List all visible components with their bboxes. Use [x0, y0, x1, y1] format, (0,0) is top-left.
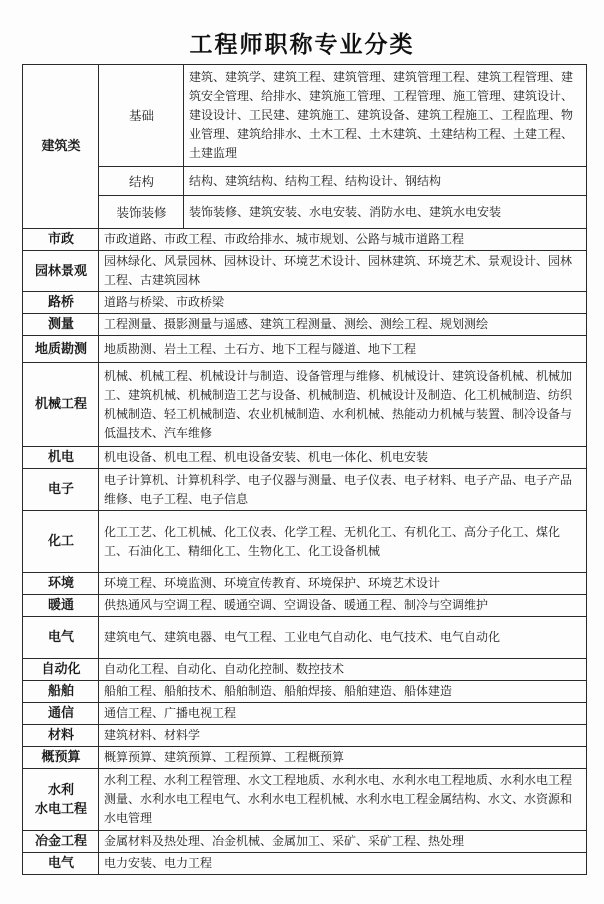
- table-row: [23, 725, 587, 747]
- table-row: [23, 469, 587, 511]
- specialty-list-cell: 电力安装、电力工程: [99, 853, 587, 875]
- table-row: [23, 659, 587, 681]
- category-cell: 材料: [23, 725, 99, 747]
- table-row: [23, 447, 587, 469]
- table-row: [23, 314, 587, 336]
- category-cell: 园林景观: [23, 251, 99, 292]
- specialty-list-cell: 自动化工程、自动化、自动化控制、数控技术: [99, 659, 587, 681]
- table-row: [23, 573, 587, 595]
- table-row: [23, 363, 587, 447]
- category-cell: 测量: [23, 314, 99, 336]
- specialty-list-cell: 工程测量、摄影测量与遥感、建筑工程测量、测绘、测绘工程、规划测绘: [99, 314, 587, 336]
- category-cell: 通信: [23, 703, 99, 725]
- specialty-list-cell: 建筑材料、材料学: [99, 725, 587, 747]
- category-cell: 电子: [23, 469, 99, 511]
- category-cell: 概预算: [23, 747, 99, 769]
- specialty-list-cell: 建筑电气、建筑电器、电气工程、工业电气自动化、电气技术、电气自动化: [99, 617, 587, 659]
- specialty-list-cell: 地质勘测、岩土工程、土石方、地下工程与隧道、地下工程: [99, 336, 587, 363]
- specialty-list-cell: 供热通风与空调工程、暖通空调、空调设备、暖通工程、制冷与空调维护: [99, 595, 587, 617]
- classification-table: [22, 64, 587, 875]
- table-row: [23, 769, 587, 831]
- page-title: 工程师职称专业分类: [189, 32, 415, 58]
- table-row: [23, 251, 587, 292]
- category-cell: 路桥: [23, 292, 99, 314]
- category-cell: 机械工程: [23, 363, 99, 447]
- specialty-list-cell: 船舶工程、船舶技术、船舶制造、船舶焊接、船舶建造、船体建造: [99, 681, 587, 703]
- table-row: [23, 617, 587, 659]
- category-cell: 化工: [23, 511, 99, 573]
- category-cell: 船舶: [23, 681, 99, 703]
- table-row: [23, 595, 587, 617]
- specialty-list-cell: 金属材料及热处理、冶金机械、金属加工、采矿、采矿工程、热处理: [99, 831, 587, 853]
- category-cell: 电气: [23, 617, 99, 659]
- category-cell: 电气: [23, 853, 99, 875]
- table-row: [23, 65, 587, 167]
- category-cell: 暖通: [23, 595, 99, 617]
- table-row: [23, 747, 587, 769]
- category-cell: [23, 769, 99, 831]
- subcategory-cell: 装饰装修: [99, 196, 184, 229]
- table-row: [23, 681, 587, 703]
- specialty-list-cell: 机电设备、机电工程、机电设备安装、机电一体化、机电安装: [99, 447, 587, 469]
- specialty-list-cell: 概算预算、建筑预算、工程预算、工程概预算: [99, 747, 587, 769]
- specialty-list-cell: 水利工程、水利工程管理、水文工程地质、水利水电、水利水电工程地质、水利水电工程测量、水利水电工程电气、水利水电工程机械、水利水电工程金属结构、水文、水资源和水电管理: [99, 769, 587, 831]
- category-line: 水利: [47, 782, 74, 798]
- subcategory-cell: 基础: [99, 65, 184, 167]
- table-row: [23, 196, 587, 229]
- category-line: 水电工程: [34, 801, 87, 817]
- table-row: [23, 292, 587, 314]
- table-row: [23, 167, 587, 196]
- table-row: [23, 336, 587, 363]
- subcategory-cell: 结构: [99, 167, 184, 196]
- table-row: [23, 511, 587, 573]
- specialty-list-cell: 道路与桥梁、市政桥梁: [99, 292, 587, 314]
- category-cell: 环境: [23, 573, 99, 595]
- category-cell: 自动化: [23, 659, 99, 681]
- specialty-list-cell: 机械、机械工程、机械设计与制造、设备管理与维修、机械设计、建筑设备机械、机械加工、建筑机械、机械制造工艺与设备、机械制造、机械设计及制造、化工机械制造、纺织机械制造、轻工机械制造、农业机械制造、水利机械、热能动力机械与装置、制冷设备与低温技术、汽车维修: [99, 363, 587, 447]
- specialty-list-cell: 市政道路、市政工程、市政给排水、城市规划、公路与城市道路工程: [99, 229, 587, 251]
- specialty-list-cell: 园林绿化、风景园林、园林设计、环境艺术设计、园林建筑、环境艺术、景观设计、园林工程、古建筑园林: [99, 251, 587, 292]
- specialty-list-cell: 结构、建筑结构、结构工程、结构设计、钢结构: [184, 167, 587, 196]
- specialty-list-cell: 装饰装修、建筑安装、水电安装、消防水电、建筑水电安装: [184, 196, 587, 229]
- table-row: [23, 703, 587, 725]
- category-cell: 市政: [23, 229, 99, 251]
- table-row: [23, 229, 587, 251]
- category-cell: 建筑类: [23, 65, 99, 229]
- category-cell: 冶金工程: [23, 831, 99, 853]
- category-cell: 地质勘测: [23, 336, 99, 363]
- table-row: [23, 853, 587, 875]
- specialty-list-cell: 电子计算机、计算机科学、电子仪器与测量、电子仪表、电子材料、电子产品、电子产品维修、电子工程、电子信息: [99, 469, 587, 511]
- specialty-list-cell: 化工工艺、化工机械、化工仪表、化学工程、无机化工、有机化工、高分子化工、煤化工、石油化工、精细化工、生物化工、化工设备机械: [99, 511, 587, 573]
- specialty-list-cell: 通信工程、广播电视工程: [99, 703, 587, 725]
- table-row: [23, 831, 587, 853]
- specialty-list-cell: 建筑、建筑学、建筑工程、建筑管理、建筑管理工程、建筑工程管理、建筑安全管理、给排水、建筑施工管理、工程管理、施工管理、建筑设计、建设设计、工民建、建筑施工、建筑设备、建筑工程施工、工程监理、物业管理、建筑给排水、土木工程、土木建筑、土建结构工程、土建工程、土建监理: [184, 65, 587, 167]
- specialty-list-cell: 环境工程、环境监测、环境宣传教育、环境保护、环境艺术设计: [99, 573, 587, 595]
- category-cell: 机电: [23, 447, 99, 469]
